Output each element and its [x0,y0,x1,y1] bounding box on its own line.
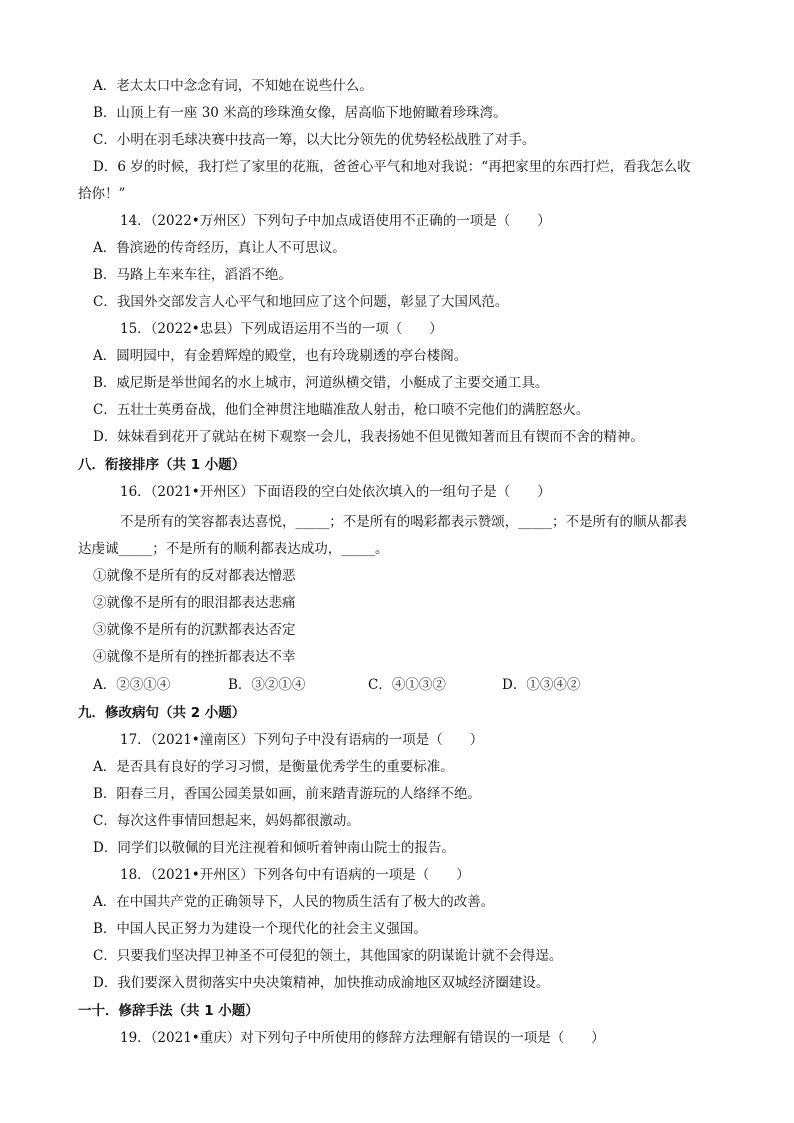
q15-option-a: A．圆明园中，有金碧辉煌的殿堂，也有玲珑剔透的亭台楼阁。 [93,348,468,364]
q15-option-d: D．妹妹看到花开了就站在树下观察一会儿，我表扬她不但见微知著而且有锲而不舍的精神。 [93,429,644,445]
q15-option-b: B．威尼斯是举世闻名的水上城市，河道纵横交错，小艇成了主要交通工具。 [93,375,549,391]
q15-option-c: C．五壮士英勇奋战，他们全神贯注地瞄准敌人射击，枪口喷不完他们的满腔怒火。 [93,402,590,418]
q18-option-d: D．我们要深入贯彻落实中央决策精神，加快推动成渝地区双城经济圈建设。 [93,975,550,991]
q16-stem: 16．（2021•开州区）下面语段的空白处依次填入的一组句子是（ ） [120,484,551,500]
q16-item-2: ②就像不是所有的眼泪都表达悲痛 [93,595,296,611]
q17-option-d: D．同学们以敬佩的目光注视着和倾听着钟南山院士的报告。 [93,840,455,856]
q16-choice-b: B．③②①④ [228,677,306,693]
q13-option-d: D．6 岁的时候，我打烂了家里的花瓶，爸爸心平气和地对我说：“再把家里的东西打烂，看我怎么收 [93,159,691,175]
q18-option-a: A．在中国共产党的正确领导下，人民的物质生活有了极大的改善。 [93,894,495,910]
q16-item-3: ③就像不是所有的沉默都表达否定 [93,622,296,638]
section-9-heading: 九．修改病句（共 2 小题） [78,705,246,721]
q14-option-b: B．马路上车来车往，滔滔不绝。 [93,267,292,283]
q16-choice-c: C．④①③② [368,677,446,693]
q19-stem: 19．（2021•重庆）对下列句子中所使用的修辞方法理解有错误的一项是（ ） [120,1030,605,1046]
q17-option-c: C．每次这件事情回想起来，妈妈都很激动。 [93,813,360,829]
q14-option-a: A．鲁滨逊的传奇经历，真让人不可思议。 [93,240,346,256]
q16-choice-d: D．①③④② [502,677,581,693]
q18-stem: 18．（2021•开州区）下列各句中有语病的一项是（ ） [120,867,470,883]
q13-option-b: B．山顶上有一座 30 米高的珍珠渔女像，居高临下地俯瞰着珍珠湾。 [93,105,507,121]
q16-passage-line-1: 不是所有的笑容都表达喜悦，_____；不是所有的喝彩都表示赞颂，_____；不是所有的顺从都表 [120,514,687,530]
q17-option-a: A．是否具有良好的学习习惯，是衡量优秀学生的重要标准。 [93,759,454,775]
q17-stem: 17．（2021•潼南区）下列句子中没有语病的一项是（ ） [120,732,484,748]
q14-option-c: C．我国外交部发言人心平气和地回应了这个问题，彰显了大国风范。 [93,294,509,310]
section-10-heading: 一十．修辞手法（共 1 小题） [78,1003,259,1019]
q18-option-c: C．只要我们坚决捍卫神圣不可侵犯的领土，其他国家的阴谋诡计就不会得逞。 [93,948,563,964]
q16-choice-a: A．②③①④ [93,677,171,693]
q13-option-a: A．老太太口中念念有词，不知她在说些什么。 [93,78,373,94]
q13-option-c: C．小明在羽毛球决赛中技高一筹，以大比分领先的优势轻松战胜了对手。 [93,132,536,148]
section-8-heading: 八．衔接排序（共 1 小题） [78,457,246,473]
q14-stem: 14．（2022•万州区）下列句子中加点成语使用不正确的一项是（ ） [120,213,551,229]
q15-stem: 15．（2022•忠县）下列成语运用不当的一项（ ） [120,321,443,337]
q13-option-d-cont: 拾你！” [78,186,126,202]
q17-option-b: B．阳春三月，香国公园美景如画，前来踏青游玩的人络绎不绝。 [93,786,481,802]
q16-item-4: ④就像不是所有的挫折都表达不幸 [93,649,296,665]
q16-item-1: ①就像不是所有的反对都表达憎恶 [93,568,296,584]
q18-option-b: B．中国人民正努力为建设一个现代化的社会主义强国。 [93,921,427,937]
q16-passage-line-2: 达虔诚_____；不是所有的顺利都表达成功，_____。 [78,541,389,557]
